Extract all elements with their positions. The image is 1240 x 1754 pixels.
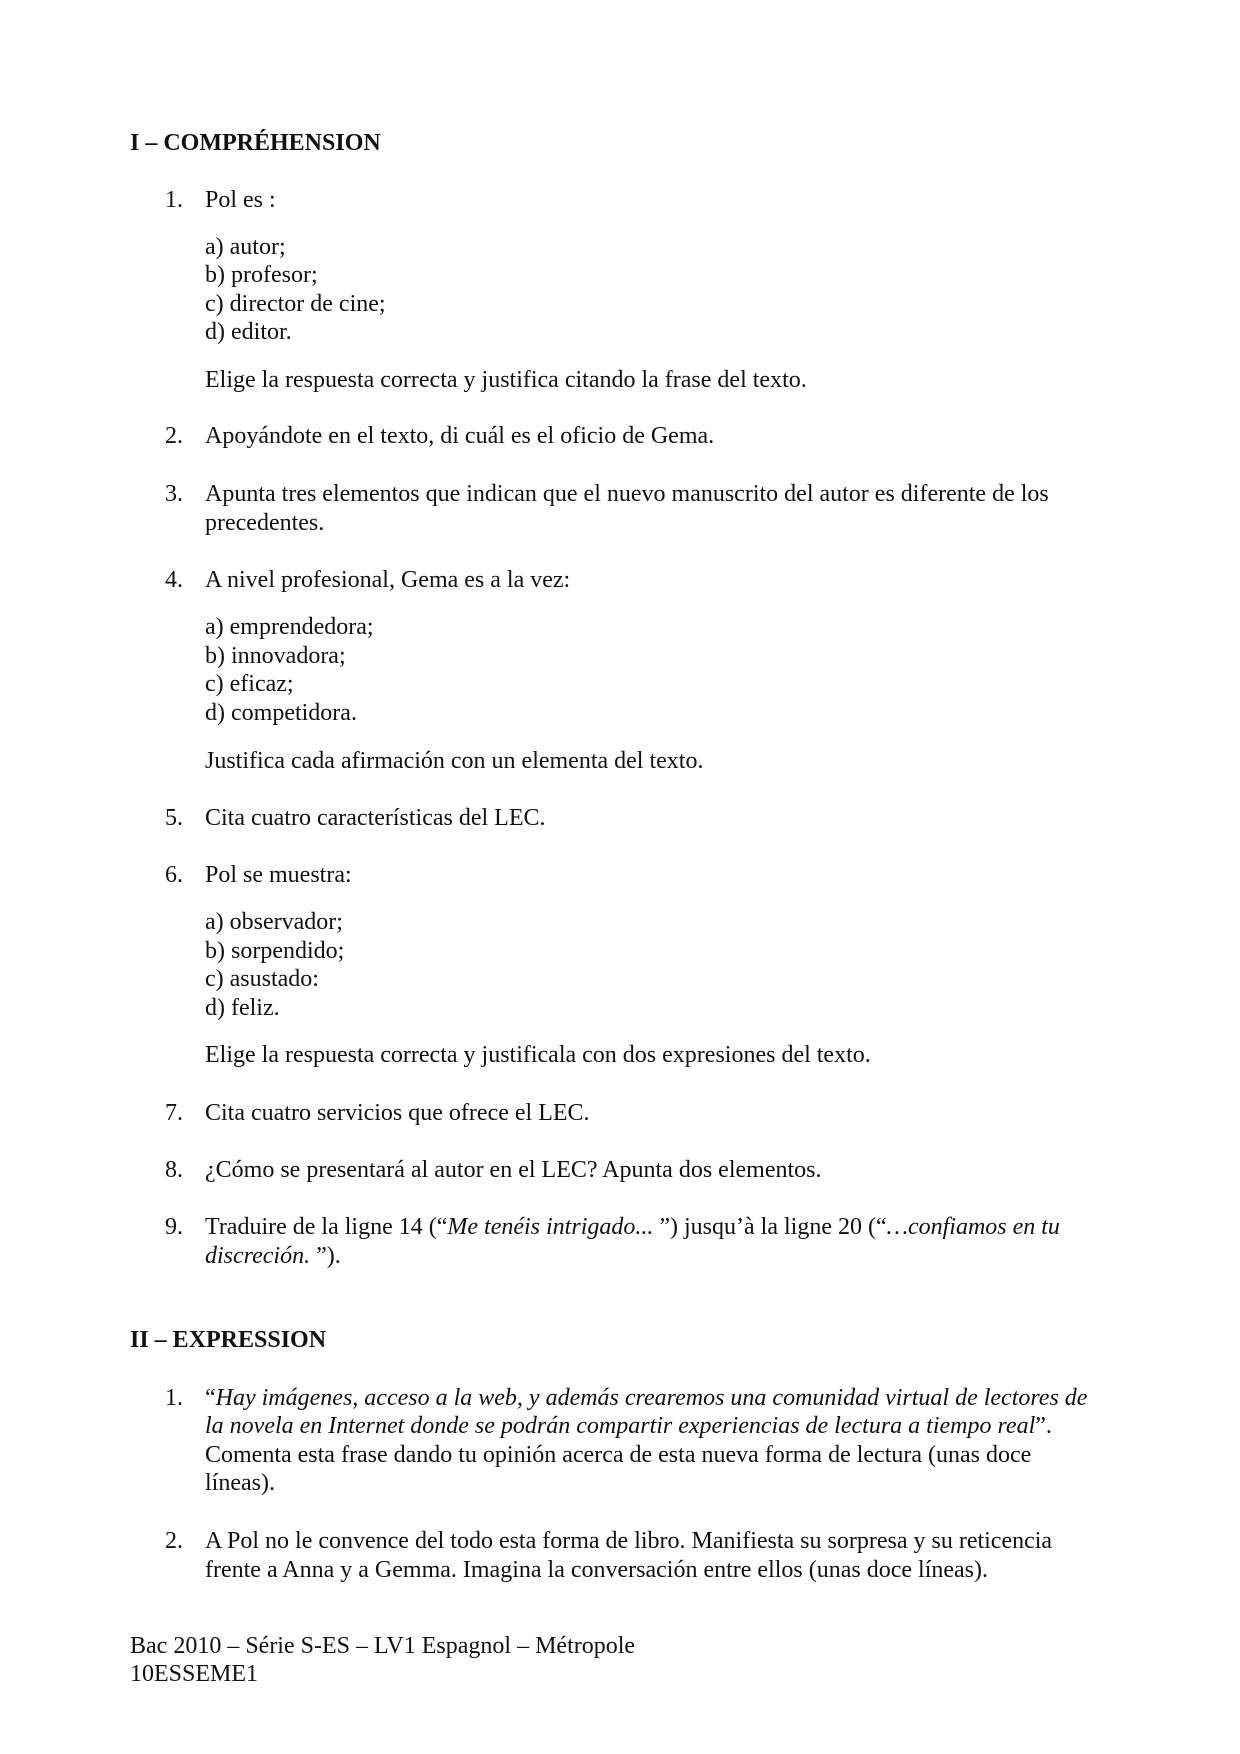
option-b: b) innovadora; — [205, 643, 346, 669]
question-number: 2. — [165, 1528, 183, 1554]
question-number: 1. — [165, 187, 183, 213]
question-number: 5. — [165, 805, 183, 831]
section-title-comprehension: I – COMPRÉHENSION — [130, 130, 381, 156]
option-c: c) asustado: — [205, 966, 319, 992]
quoted-text: la novela en Internet donde se podrán compartir experiencias de lectura a tiempo real — [205, 1413, 1036, 1439]
option-c: c) director de cine; — [205, 291, 386, 317]
footer-exam-code: 10ESSEME1 — [130, 1661, 259, 1687]
option-c: c) eficaz; — [205, 671, 294, 697]
quoted-text: discreción. — [205, 1243, 311, 1269]
question-text: ¿Cómo se presentará al autor en el LEC? Apunta dos elementos. — [205, 1157, 822, 1183]
question-text: A nivel profesional, Gema es a la vez: — [205, 567, 571, 593]
question-text: Cita cuatro características del LEC. — [205, 805, 546, 831]
question-text: Cita cuatro servicios que ofrece el LEC. — [205, 1100, 590, 1126]
text-segment: Traduire de la ligne 14 (“ — [205, 1214, 448, 1240]
option-a: a) emprendedora; — [205, 614, 374, 640]
option-b: b) sorpendido; — [205, 938, 345, 964]
footer-exam-info: Bac 2010 – Série S-ES – LV1 Espagnol – Métropole — [130, 1633, 636, 1659]
question-text: A Pol no le convence del todo esta forma de libro. Manifiesta su sorpresa y su reticencia — [205, 1528, 1053, 1554]
question-number: 2. — [165, 423, 183, 449]
text-segment: ”) jusqu’à la ligne 20 (“ — [653, 1214, 887, 1240]
option-a: a) autor; — [205, 234, 286, 260]
question-text-continued — [205, 1413, 1052, 1440]
question-text-continued — [205, 1243, 341, 1270]
question-text: Pol se muestra: — [205, 862, 352, 888]
question-number: 1. — [165, 1385, 183, 1411]
option-d: d) editor. — [205, 319, 292, 345]
question-instruction: Elige la respuesta correcta y justificala con dos expresiones del texto. — [205, 1042, 871, 1068]
question-instruction: Justifica cada afirmación con un elementa del texto. — [205, 748, 704, 774]
question-number: 7. — [165, 1100, 183, 1126]
text-segment: ”). — [310, 1243, 341, 1269]
question-text-continued: líneas). — [205, 1470, 275, 1496]
quoted-text: Hay imágenes, acceso a la web, y además crearemos una comunidad virtual de lectores de — [215, 1385, 1088, 1411]
question-text-continued: Comenta esta frase dando tu opinión acerca de esta nueva forma de lectura (unas doce — [205, 1442, 1032, 1468]
question-text: Apunta tres elementos que indican que el nuevo manuscrito del autor es diferente de los — [205, 481, 1049, 507]
question-text — [205, 1385, 1087, 1412]
option-d: d) competidora. — [205, 700, 357, 726]
question-text-continued: precedentes. — [205, 510, 325, 536]
question-text: Apoyándote en el texto, di cuál es el oficio de Gema. — [205, 423, 715, 449]
question-instruction: Elige la respuesta correcta y justifica citando la frase del texto. — [205, 367, 807, 393]
option-b: b) profesor; — [205, 262, 318, 288]
text-segment: “ — [205, 1385, 216, 1411]
question-number: 9. — [165, 1214, 183, 1240]
question-number: 4. — [165, 567, 183, 593]
question-number: 3. — [165, 481, 183, 507]
section-title-expression: II – EXPRESSION — [130, 1327, 327, 1353]
question-text-continued: frente a Anna y a Gemma. Imagina la conversación entre ellos (unas doce líneas). — [205, 1557, 989, 1583]
question-number: 6. — [165, 862, 183, 888]
text-segment: ”. — [1035, 1413, 1052, 1439]
option-a: a) observador; — [205, 909, 343, 935]
question-number: 8. — [165, 1157, 183, 1183]
option-d: d) feliz. — [205, 995, 280, 1021]
quoted-text: Me tenéis intrigado... — [447, 1214, 654, 1240]
question-text: Pol es : — [205, 187, 276, 213]
quoted-text: …confiamos en tu — [886, 1214, 1060, 1240]
question-text — [205, 1214, 1060, 1241]
